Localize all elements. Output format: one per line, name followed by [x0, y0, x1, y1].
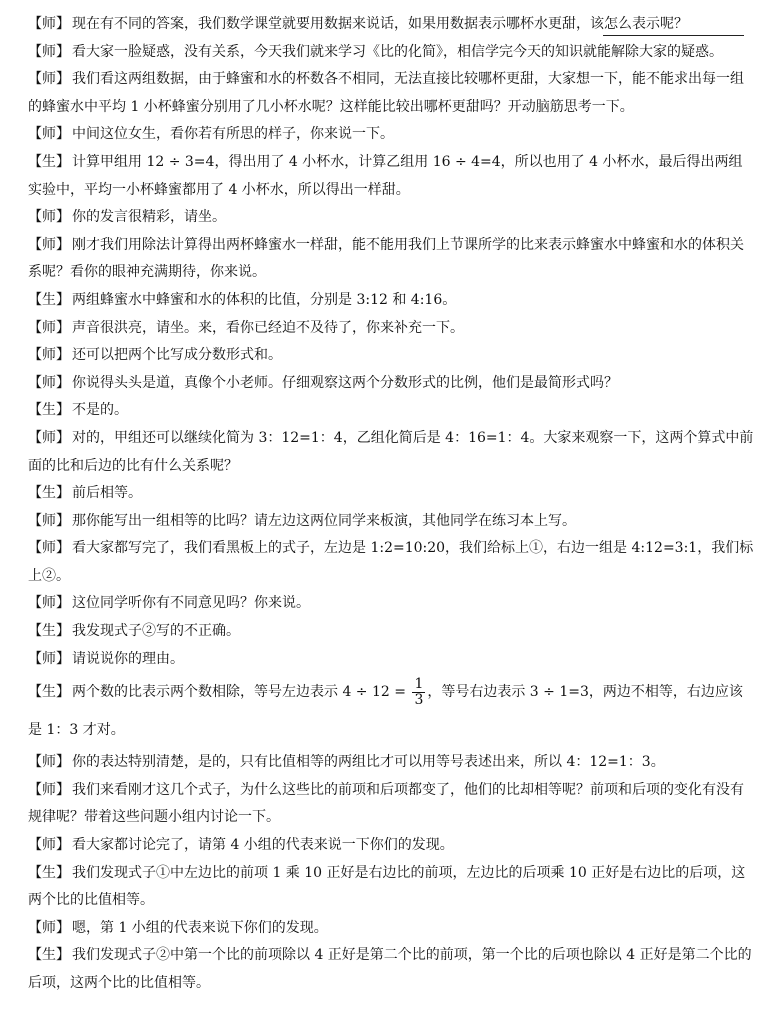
speaker-tag: 【师】 — [28, 650, 70, 667]
dialogue-text: 前后相等。 — [72, 485, 142, 502]
dialogue-line — [28, 121, 755, 149]
dialogue-line — [28, 480, 755, 508]
speaker-tag: 【生】 — [28, 402, 70, 419]
dialogue-line — [28, 590, 755, 618]
dialogue-text: 中间这位女生，看你若有所思的样子，你来说一下。 — [72, 126, 394, 143]
dialogue-text: 我发现式子②写的不正确。 — [72, 623, 240, 640]
speaker-tag: 【师】 — [28, 126, 70, 143]
dialogue-line — [28, 66, 755, 121]
dialogue-line — [28, 39, 755, 67]
dialogue-text: 两组蜂蜜水中蜂蜜和水的体积的比值，分别是 3:12 和 4:16。 — [72, 291, 457, 308]
dialogue-text: 刚才我们用除法计算得出两杯蜂蜜水一样甜，能不能用我们上节课所学的比来表示蜂蜜水中蜂蜜和水的体积关系呢？看你的眼神充满期待，你来说。 — [28, 236, 744, 281]
speaker-tag: 【师】 — [28, 236, 70, 253]
dialogue-line — [28, 397, 755, 425]
dialogue-line — [28, 370, 755, 398]
dialogue-line — [28, 749, 755, 777]
dialogue-text: 请说说你的理由。 — [72, 650, 184, 667]
speaker-tag: 【师】 — [28, 540, 70, 557]
dialogue-text: 看大家一脸疑惑，没有关系，今天我们就来学习《比的化简》，相信学完今天的知识就能解除大家的疑惑。 — [72, 43, 723, 60]
speaker-tag: 【生】 — [28, 485, 70, 502]
speaker-tag: 【生】 — [28, 291, 70, 308]
dialogue-text: 看大家都写完了，我们看黑板上的式子，左边是 1:2=10:20，我们给标上①，右边一组是 4:12=3:1，我们标上②。 — [28, 540, 754, 584]
dialogue-text: 你的发言很精彩，请坐。 — [72, 209, 226, 226]
dialogue-line — [28, 832, 755, 860]
speaker-tag: 【师】 — [28, 71, 70, 88]
dialogue-line — [28, 646, 755, 674]
dialogue-text: ，等号右边表示 3 ÷ 1=3，两边不相等，右边应该是 1：3 才对。 — [28, 684, 743, 739]
dialogue-text: 我们看这两组数据，由于蜂蜜和水的杯数各不相同，无法直接比较哪杯更甜，大家想一下，能不能求出每一组的蜂蜜水中平均 1 小杯蜂蜜分别用了几小杯水呢？这样能比较出哪杯更甜吗？开动脑筋思考一下。 — [28, 71, 744, 115]
dialogue-text: 计算甲组用 12 ÷ 3=4，得出用了 4 小杯水，计算乙组用 16 ÷ 4=4，所以也用了 4 小杯水，最后得出两组实验中，平均一小杯蜂蜜都用了 4 小杯水，所以得出一样甜。 — [28, 153, 743, 198]
speaker-tag: 【师】 — [28, 837, 70, 854]
speaker-tag: 【师】 — [28, 319, 70, 336]
dialogue-text: 嗯，第 1 小组的代表来说下你们的发现。 — [72, 919, 328, 936]
speaker-tag: 【生】 — [28, 153, 70, 170]
dialogue-line — [28, 777, 755, 832]
fraction-denominator: 3 — [414, 691, 424, 708]
dialogue-text: 声音很洪亮，请坐。来，看你已经迫不及待了，你来补充一下。 — [72, 319, 464, 336]
dialogue-line — [28, 342, 755, 370]
dialogue-line — [28, 204, 755, 232]
speaker-tag: 【师】 — [28, 754, 70, 771]
dialogue-text: 你说得头头是道，真像个小老师。仔细观察这两个分数形式的比例，他们是最简形式吗？ — [72, 374, 618, 391]
dialogue-line — [28, 535, 755, 590]
speaker-tag: 【师】 — [28, 347, 70, 364]
speaker-tag: 【师】 — [28, 429, 70, 446]
dialogue-line — [28, 149, 755, 204]
fraction-one-third — [412, 677, 425, 708]
speaker-tag: 【师】 — [28, 43, 70, 60]
dialogue-text: 你的表达特别清楚，是的，只有比值相等的两组比才可以用等号表述出来，所以 4：12=1：3。 — [72, 754, 665, 771]
dialogue-text: 我们发现式子②中第一个比的前项除以 4 正好是第二个比的前项，第一个比的后项也除以 4 正好是第二个比的后项，这两个比的比值相等。 — [28, 947, 752, 991]
dialogue-text: 两个数的比表示两个数相除，等号左边表示 4 ÷ 12 = — [72, 684, 411, 701]
dialogue-line — [28, 508, 755, 536]
speaker-tag: 【师】 — [28, 919, 70, 936]
dialogue-line — [28, 673, 755, 749]
speaker-tag: 【师】 — [28, 209, 70, 226]
dialogue-text: 不是的。 — [72, 402, 128, 419]
dialogue-line — [28, 232, 755, 287]
speaker-tag: 【师】 — [28, 781, 70, 798]
dialogue-line — [28, 315, 755, 343]
dialogue-line — [28, 915, 755, 943]
lesson-transcript — [28, 11, 755, 998]
dialogue-text: 对的，甲组还可以继续化简为 3：12=1：4，乙组化简后是 4：16=1：4。大家来观察一下，这两个算式中前面的比和后边的比有什么关系呢？ — [28, 429, 754, 474]
dialogue-text: 我们来看刚才这几个式子，为什么这些比的前项和后项都变了，他们的比却相等呢？前项和后项的变化有没有规律呢？带着这些问题小组内讨论一下。 — [28, 781, 744, 826]
dialogue-line — [28, 425, 755, 480]
dialogue-text: 我们发现式子①中左边比的前项 1 乘 10 正好是右边比的前项，左边比的后项乘 10 正好是右边比的后项，这两个比的比值相等。 — [28, 864, 746, 909]
dialogue-text: 看大家都讨论完了，请第 4 小组的代表来说一下你们的发现。 — [72, 837, 454, 854]
speaker-tag: 【师】 — [28, 16, 70, 32]
speaker-tag: 【师】 — [28, 374, 70, 391]
dialogue-text: 那你能写出一组相等的比吗？请左边这两位同学来板演，其他同学在练习本上写。 — [72, 512, 576, 529]
speaker-tag: 【生】 — [28, 947, 70, 964]
dialogue-line — [28, 11, 755, 39]
dialogue-line — [28, 860, 755, 915]
dialogue-line — [28, 618, 755, 646]
dialogue-text: 还可以把两个比写成分数形式和。 — [72, 347, 282, 364]
speaker-tag: 【生】 — [28, 864, 70, 881]
dialogue-text: 这位同学听你有不同意见吗？你来说。 — [72, 595, 310, 612]
speaker-tag: 【生】 — [28, 684, 70, 701]
speaker-tag: 【生】 — [28, 623, 70, 640]
fraction-numerator: 1 — [414, 675, 424, 692]
speaker-tag: 【师】 — [28, 512, 70, 529]
speaker-tag: 【师】 — [28, 595, 70, 612]
dialogue-line — [28, 942, 755, 997]
dialogue-text: 现在有不同的答案，我们数学课堂就要用数据来说话，如果用数据表示哪杯水更甜，该怎么表示呢？ — [72, 16, 688, 32]
dialogue-line — [28, 287, 755, 315]
